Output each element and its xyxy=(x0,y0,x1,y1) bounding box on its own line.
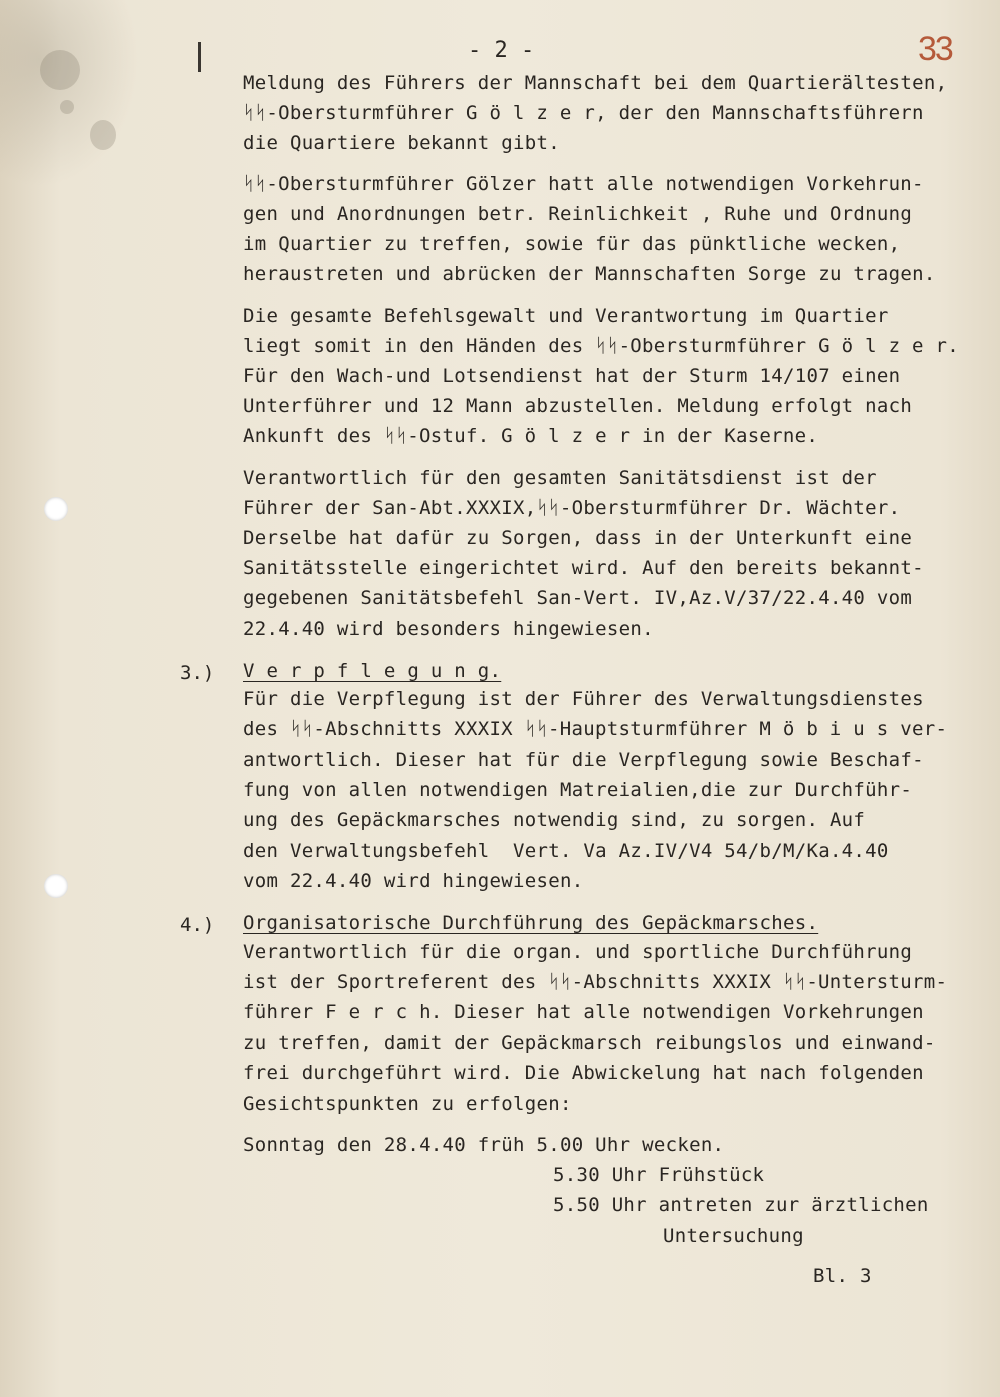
text-line: Gesichtspunkten zu erfolgen: xyxy=(243,1093,572,1115)
paper-stain xyxy=(90,120,116,150)
section-number: 3.) xyxy=(180,662,215,684)
text-line: ist der Sportreferent des ᛋᛋ-Abschnitts XXXIX ᛋᛋ-Untersturm- xyxy=(243,971,948,993)
next-page-reference: Bl. 3 xyxy=(813,1265,872,1287)
text-line: Verantwortlich für den gesamten Sanitätsdienst ist der xyxy=(243,467,877,489)
text-line: zu treffen, damit der Gepäckmarsch reibungslos und einwand- xyxy=(243,1032,936,1054)
text-line: im Quartier zu treffen, sowie für das pünktliche wecken, xyxy=(243,233,901,255)
text-line: Verantwortlich für die organ. und sportliche Durchführung xyxy=(243,941,913,963)
section-number: 4.) xyxy=(180,914,215,936)
text-line: führer F e r c h. Dieser hat alle notwendigen Vorkehrungen xyxy=(243,1001,924,1023)
paper-stain xyxy=(40,50,80,90)
text-line: Führer der San-Abt.XXXIX,ᛋᛋ-Obersturmführer Dr. Wächter. xyxy=(243,497,901,519)
text-line: Für die Verpflegung ist der Führer des Verwaltungsdienstes xyxy=(243,688,924,710)
schedule-intro: Sonntag den 28.4.40 früh 5.00 Uhr wecken. xyxy=(243,1134,725,1156)
page-number: - 2 - xyxy=(468,38,535,63)
text-line: Die gesamte Befehlsgewalt und Verantwortung im Quartier xyxy=(243,305,889,327)
text-line: den Verwaltungsbefehl Vert. Va Az.IV/V4 54/b/M/Ka.4.40 xyxy=(243,840,889,862)
text-line: 22.4.40 wird besonders hingewiesen. xyxy=(243,618,654,640)
text-line: Meldung des Führers der Mannschaft bei dem Quartierältesten, xyxy=(243,72,948,94)
text-line: ᛋᛋ-Obersturmführer G ö l z e r, der den Mannschaftsführern xyxy=(243,102,924,124)
text-line: heraustreten und abrücken der Mannschaften Sorge zu tragen. xyxy=(243,263,936,285)
text-line: fung von allen notwendigen Matreialien,die zur Durchführ- xyxy=(243,779,913,801)
text-line: Ankunft des ᛋᛋ-Ostuf. G ö l z e r in der Kaserne. xyxy=(243,425,819,447)
text-line: frei durchgeführt wird. Die Abwickelung hat nach folgenden xyxy=(243,1062,924,1084)
punch-hole xyxy=(44,874,68,898)
text-line: des ᛋᛋ-Abschnitts XXXIX ᛋᛋ-Hauptsturmführer M ö b i u s ver- xyxy=(243,718,948,740)
text-line: Derselbe hat dafür zu Sorgen, dass in der Unterkunft eine xyxy=(243,527,913,549)
text-line: Für den Wach-und Lotsendienst hat der Sturm 14/107 einen xyxy=(243,365,901,387)
text-line: vom 22.4.40 wird hingewiesen. xyxy=(243,870,584,892)
schedule-continuation: Untersuchung xyxy=(663,1225,804,1247)
schedule-item: 5.30 Uhr Frühstück xyxy=(553,1164,765,1186)
text-line: ung des Gepäckmarsches notwendig sind, zu sorgen. Auf xyxy=(243,809,866,831)
text-line: antwortlich. Dieser hat für die Verpflegung sowie Beschaf- xyxy=(243,749,924,771)
text-line: ᛋᛋ-Obersturmführer Gölzer hatt alle notwendigen Vorkehrun- xyxy=(243,173,924,195)
text-line: die Quartiere bekannt gibt. xyxy=(243,132,560,154)
pencil-mark xyxy=(198,42,201,72)
section-heading: Organisatorische Durchführung des Gepäckmarsches. xyxy=(243,912,819,934)
schedule-item: 5.50 Uhr antreten zur ärztlichen xyxy=(553,1194,929,1216)
folio-number: 33 xyxy=(918,30,952,68)
section-heading: V e r p f l e g u n g. xyxy=(243,660,502,682)
paper-stain xyxy=(60,100,74,114)
text-line: liegt somit in den Händen des ᛋᛋ-Obersturmführer G ö l z e r. xyxy=(243,335,959,357)
text-line: Unterführer und 12 Mann abzustellen. Meldung erfolgt nach xyxy=(243,395,913,417)
text-line: Sanitätsstelle eingerichtet wird. Auf den bereits bekannt- xyxy=(243,557,924,579)
punch-hole xyxy=(44,497,68,521)
text-line: gegebenen Sanitätsbefehl San-Vert. IV,Az.V/37/22.4.40 vom xyxy=(243,587,913,609)
text-line: gen und Anordnungen betr. Reinlichkeit , Ruhe und Ordnung xyxy=(243,203,913,225)
